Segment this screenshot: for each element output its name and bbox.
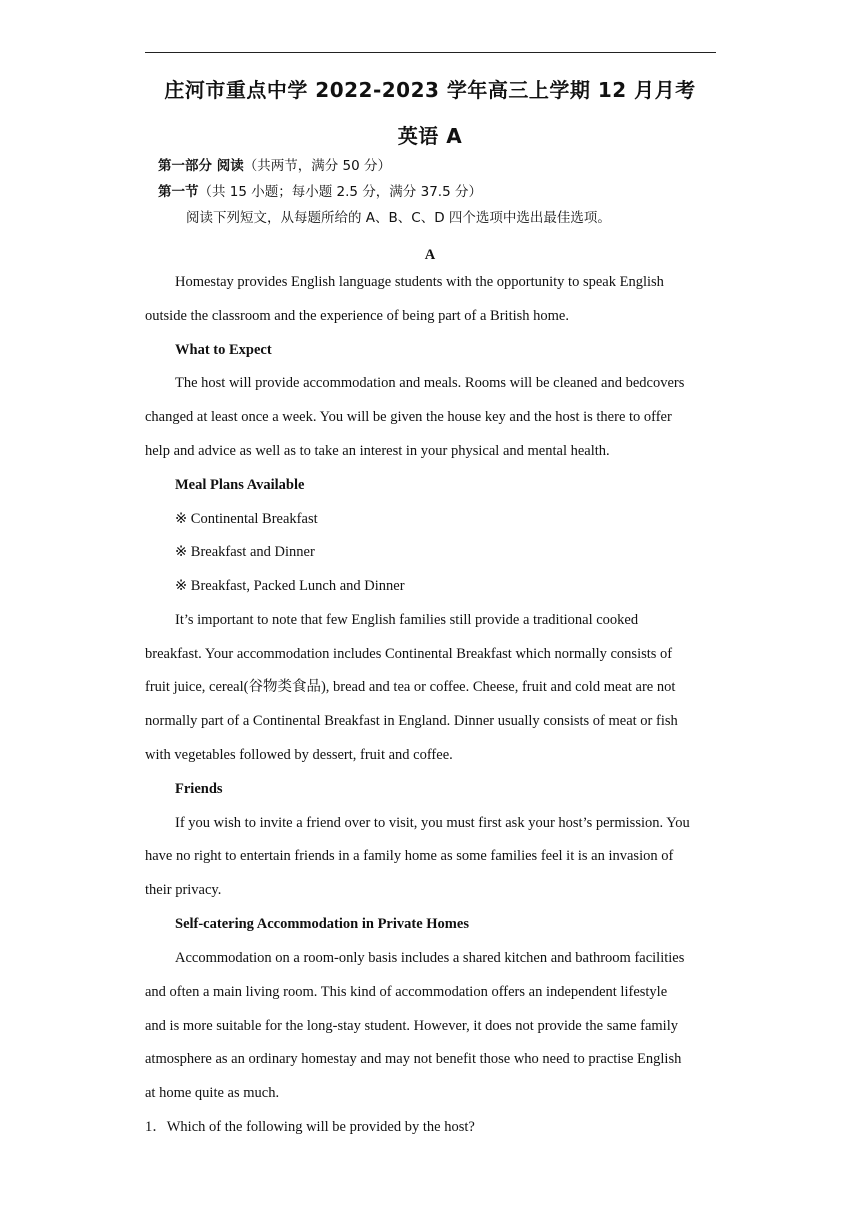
question-text: Which of the following will be provided by the host?: [166, 1119, 475, 1135]
passage-line: help and advice as well as to take an interest in your physical and mental health.: [145, 443, 610, 459]
meal-plan-item: ※ Breakfast and Dinner: [175, 544, 315, 560]
subheading-what-to-expect: What to Expect: [175, 342, 272, 358]
passage-line: at home quite as much.: [145, 1085, 280, 1101]
passage-line: changed at least once a week. You will be given the house key and the host is there to offer: [145, 409, 672, 425]
subheading-friends: Friends: [175, 781, 223, 797]
passage-line: have no right to entertain friends in a family home as some families feel it is an invasion of: [145, 848, 674, 864]
passage-line: breakfast. Your accommodation includes Continental Breakfast which normally consists of: [145, 646, 673, 662]
passage-line: and often a main living room. This kind of accommodation offers an independent lifestyle: [145, 984, 668, 1000]
passage-line: The host will provide accommodation and meals. Rooms will be cleaned and bedcovers: [175, 375, 685, 391]
page-title: 庄河市重点中学 2022-2023 学年高三上学期 12 月月考: [164, 78, 696, 102]
part-heading-bold: 第一部分 阅读: [158, 158, 244, 174]
part-heading: [158, 156, 391, 176]
part-heading-note: （共两节，满分 50 分）: [243, 158, 391, 174]
subheading-meal-plans: Meal Plans Available: [175, 477, 305, 493]
passage-line: atmosphere as an ordinary homestay and may not benefit those who need to practise English: [145, 1051, 682, 1067]
section-instruction: 阅读下列短文，从每题所给的 A、B、C、D 四个选项中选出最佳选项。: [186, 210, 611, 226]
passage-line: with vegetables followed by dessert, fruit and coffee.: [145, 747, 453, 763]
passage-line: It’s important to note that few English families still provide a traditional cooked: [175, 612, 639, 628]
passage-line: and is more suitable for the long-stay student. However, it does not provide the same family: [145, 1018, 678, 1034]
top-rule: [145, 52, 716, 53]
section-heading-bold: 第一节: [158, 184, 199, 200]
passage-line: normally part of a Continental Breakfast in England. Dinner usually consists of meat or fish: [145, 713, 678, 729]
passage-label: A: [424, 247, 436, 263]
section-heading: [158, 182, 482, 202]
subheading-self-catering: Self-catering Accommodation in Private Homes: [175, 916, 469, 932]
meal-plan-item: ※ Breakfast, Packed Lunch and Dinner: [175, 578, 405, 594]
question-number: 1．: [145, 1119, 167, 1135]
passage-line: Homestay provides English language students with the opportunity to speak English: [175, 274, 664, 290]
passage-line: If you wish to invite a friend over to visit, you must first ask your host’s permission. You: [175, 815, 690, 831]
passage-line: fruit juice, cereal(谷物类食品), bread and tea or coffee. Cheese, fruit and cold meat are not: [145, 679, 676, 695]
passage-line: outside the classroom and the experience of being part of a British home.: [145, 308, 569, 324]
question-1: [145, 1117, 475, 1137]
meal-plan-item: ※ Continental Breakfast: [175, 511, 318, 527]
passage-line: their privacy.: [145, 882, 222, 898]
passage-line: Accommodation on a room-only basis includes a shared kitchen and bathroom facilities: [175, 950, 685, 966]
page-subtitle: 英语 A: [397, 124, 463, 148]
section-heading-note: （共 15 小题；每小题 2.5 分，满分 37.5 分）: [198, 184, 482, 200]
